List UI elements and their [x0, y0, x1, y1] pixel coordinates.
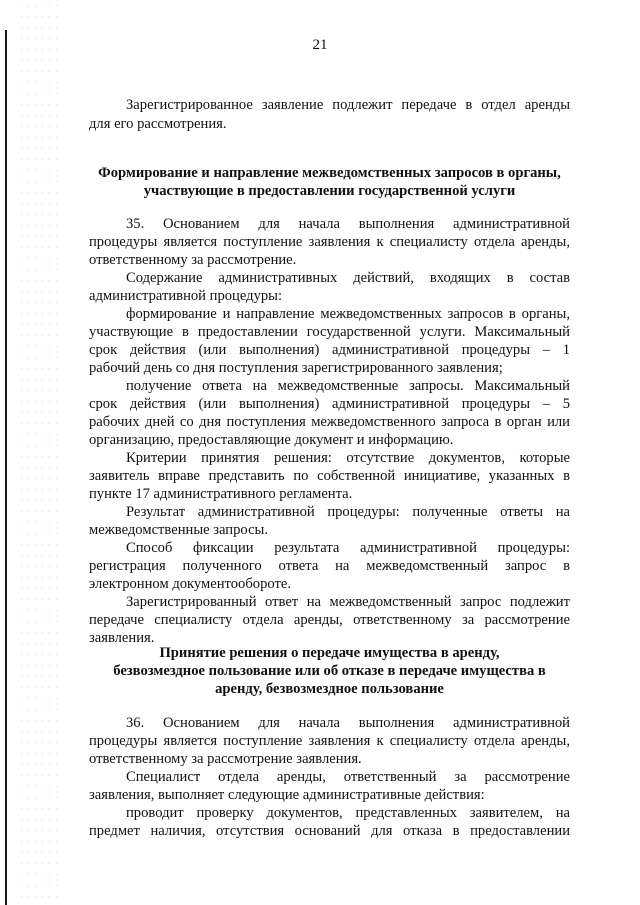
paragraph-line: проводит проверку документов, представленных заявителем, на — [126, 805, 570, 821]
paragraph-line: административной процедуры: — [89, 288, 283, 304]
paragraph-line: передаче специалисту отдела аренды, ответственному за рассмотрение — [89, 612, 570, 628]
paragraph-line: ответственному за рассмотрение заявления. — [89, 751, 362, 767]
paragraph-line: формирование и направление межведомственных запросов в органы, — [126, 306, 570, 322]
section-heading-line: Принятие решения о передаче имущества в аренду, — [159, 645, 500, 661]
paragraph-line: срок действия (или выполнения) административной процедуры – 1 — [89, 342, 570, 358]
section-heading-line: Формирование и направление межведомственных запросов в органы, — [98, 165, 561, 181]
page-number: 21 — [312, 37, 328, 53]
paragraph-line: Содержание административных действий, входящих в состав — [126, 270, 570, 286]
paragraph-line: получение ответа на межведомственные запросы. Максимальный — [126, 378, 570, 394]
paragraph-line: пункте 17 административного регламента. — [89, 486, 353, 502]
paragraph-line: участвующие в предоставлении государственной услуги. Максимальный — [89, 324, 570, 340]
section-heading-line: участвующие в предоставлении государственной услуги — [143, 183, 516, 199]
scan-margin-line — [5, 30, 7, 905]
paragraph-line: процедуры является поступление заявления к специалисту отдела аренды, — [89, 234, 570, 250]
paragraph-line: регистрация полученного ответа на межведомственный запрос в — [89, 558, 570, 574]
paragraph-line: предмет наличия, отсутствия оснований для отказа в предоставлении — [89, 823, 570, 839]
paragraph-line: Зарегистрированный ответ на межведомственный запрос подлежит — [126, 594, 570, 610]
paragraph-line: процедуры является поступление заявления к специалисту отдела аренды, — [89, 733, 570, 749]
paragraph-line: заявитель вправе представить по собственной инициативе, указанных в — [89, 468, 570, 484]
paragraph-line: Зарегистрированное заявление подлежит передаче в отдел аренды — [126, 97, 570, 113]
paragraph-line: 35. Основанием для начала выполнения административной — [126, 216, 570, 232]
section-heading-line: аренду, безвозмездное пользование — [215, 681, 444, 697]
scan-margin-noise — [18, 0, 58, 905]
paragraph-line: заявления, выполняет следующие административные действия: — [89, 787, 485, 803]
paragraph-line: организацию, предоставляющие документ и информацию. — [89, 432, 454, 448]
section-heading-line: безвозмездное пользование или об отказе в передаче имущества в — [113, 663, 546, 679]
paragraph-line: ответственному за рассмотрение. — [89, 252, 297, 268]
paragraph-line: рабочий день со дня поступления зарегистрированного заявления; — [89, 360, 503, 376]
paragraph-line: электронном документообороте. — [89, 576, 291, 592]
paragraph-line: 36. Основанием для начала выполнения административной — [126, 715, 570, 731]
paragraph-line: Результат административной процедуры: полученные ответы на — [126, 504, 570, 520]
paragraph-line: Специалист отдела аренды, ответственный за рассмотрение — [126, 769, 570, 785]
paragraph-line: Критерии принятия решения: отсутствие документов, которые — [126, 450, 570, 466]
paragraph-line: срок действия (или выполнения) административной процедуры – 5 — [89, 396, 570, 412]
paragraph-line: межведомственные запросы. — [89, 522, 269, 538]
paragraph-line: рабочих дней со дня поступления межведомственного запроса в орган или — [89, 414, 570, 430]
paragraph-line: заявления. — [89, 630, 155, 646]
paragraph-line: Способ фиксации результата административной процедуры: — [126, 540, 570, 556]
paragraph-line: для его рассмотрения. — [89, 116, 227, 132]
